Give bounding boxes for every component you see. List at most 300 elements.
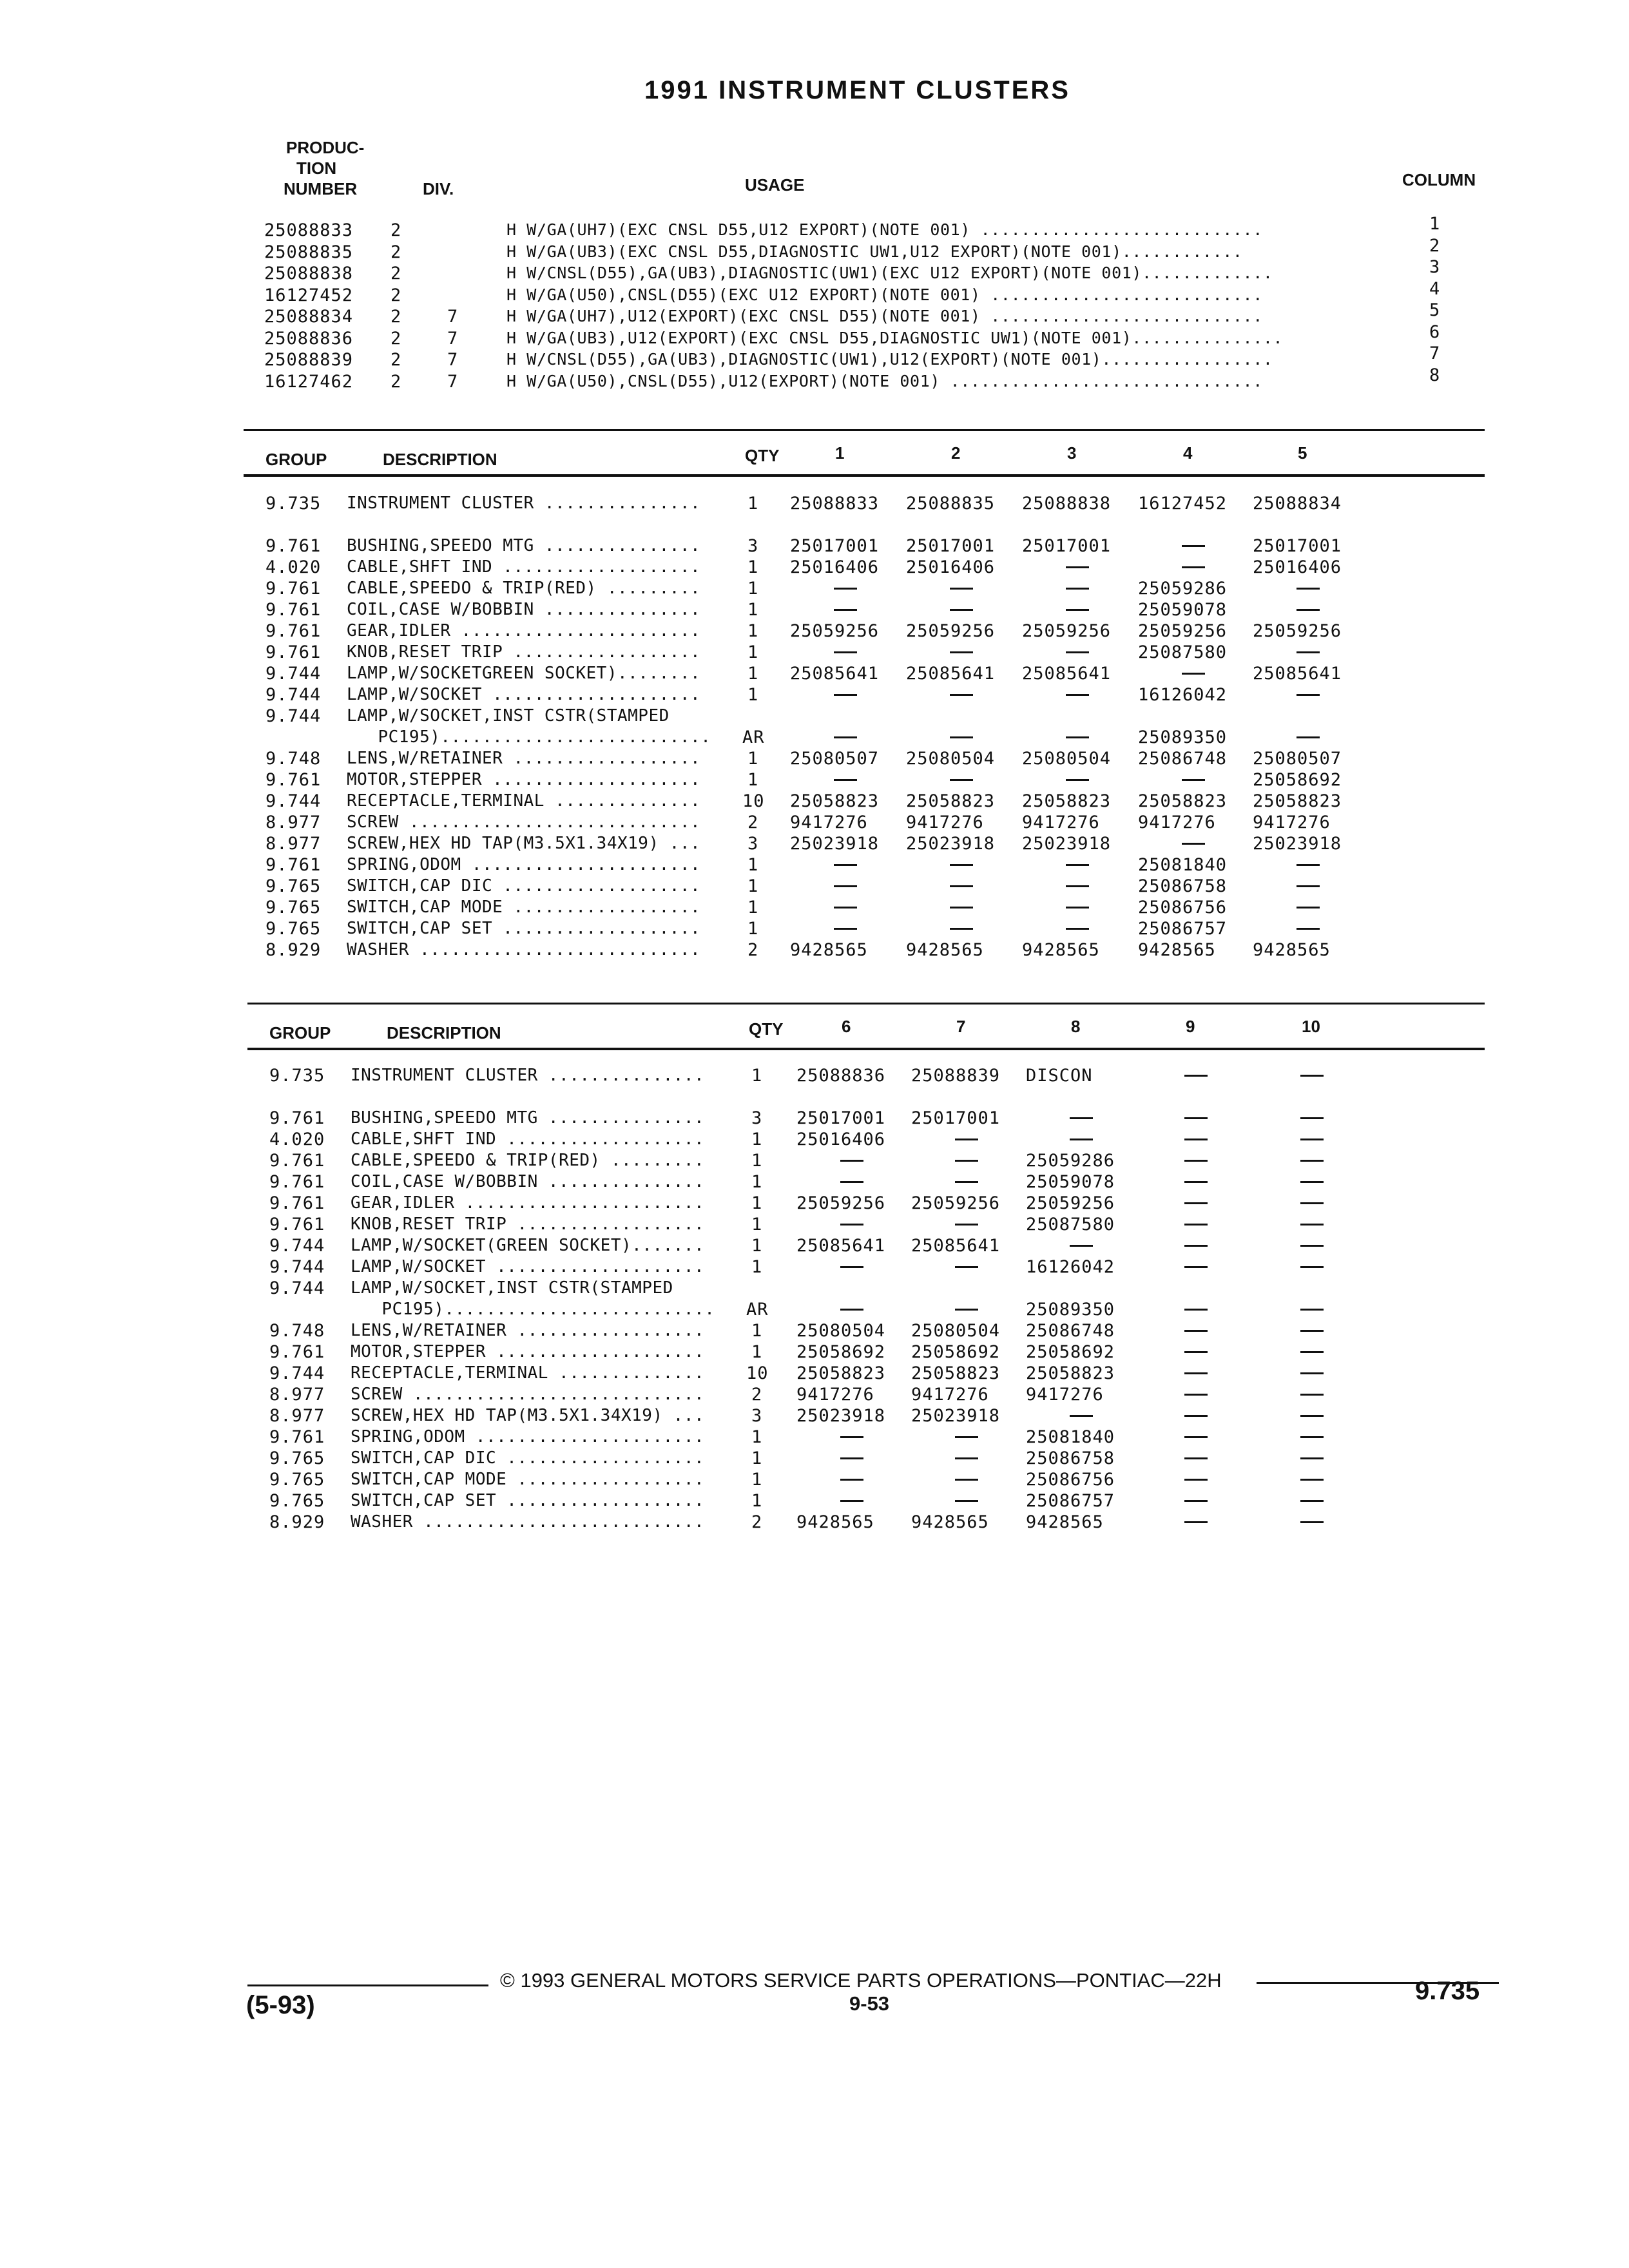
row-description: SCREW,HEX HD TAP(M3.5X1.34X19) ... [347, 834, 701, 853]
not-applicable-dash [1184, 1436, 1208, 1438]
not-applicable-dash [1184, 1351, 1208, 1353]
usage-row-usage: H W/GA(U50),CNSL(D55)(EXC U12 EXPORT)(NOTE 001) ........................... [506, 285, 1263, 304]
usage-row-div-1: 2 [390, 307, 402, 327]
not-applicable-dash [1184, 1394, 1208, 1396]
row-qty: AR [742, 727, 765, 747]
row-group: 9.761 [269, 1342, 325, 1362]
part-number-cell: 25017001 [790, 536, 880, 556]
part-number-cell: 9417276 [1253, 812, 1331, 832]
part-number-cell: 25059256 [906, 621, 996, 641]
not-applicable-dash [1184, 1117, 1208, 1119]
part-number-cell: 9428565 [1253, 940, 1331, 960]
not-applicable-dash [834, 588, 857, 590]
not-applicable-dash [950, 651, 973, 653]
not-applicable-dash [1066, 736, 1089, 738]
part-number-cell: 25023918 [1253, 834, 1342, 854]
not-applicable-dash [1184, 1309, 1208, 1311]
not-applicable-dash [950, 779, 973, 781]
not-applicable-dash [1184, 1457, 1208, 1459]
not-applicable-dash [834, 907, 857, 908]
part-number-cell: 25081840 [1138, 855, 1228, 875]
not-applicable-dash [834, 779, 857, 781]
row-group: 9.761 [265, 536, 322, 556]
part-number-cell: 25058823 [1026, 1363, 1115, 1383]
part-number-cell: 25080504 [911, 1321, 1001, 1341]
row-group: 9.744 [265, 791, 322, 811]
column-number-header: 4 [1183, 443, 1193, 463]
row-description: CABLE,SPEEDO & TRIP(RED) ......... [351, 1151, 705, 1170]
part-number-cell: 25058823 [911, 1363, 1001, 1383]
not-applicable-dash [950, 609, 973, 611]
usage-row-usage: H W/CNSL(D55),GA(UB3),DIAGNOSTIC(UW1),U12(EXPORT)(NOTE 001)................. [506, 350, 1273, 369]
not-applicable-dash [1184, 1521, 1208, 1523]
row-description: SWITCH,CAP DIC ................... [347, 876, 701, 896]
not-applicable-dash [1300, 1224, 1324, 1225]
not-applicable-dash [1300, 1309, 1324, 1311]
part-number-cell: 25085641 [1253, 664, 1342, 684]
part-number-cell: 25058823 [1253, 791, 1342, 811]
row-qty: 1 [751, 1470, 763, 1490]
column-number-header: 5 [1298, 443, 1307, 463]
not-applicable-dash [1300, 1117, 1324, 1119]
not-applicable-dash [834, 928, 857, 930]
part-number-cell: 25059256 [1026, 1193, 1115, 1213]
usage-row-number: 25088835 [264, 242, 354, 262]
column-number-header: 7 [956, 1017, 966, 1036]
part-number-cell: 25016406 [906, 557, 996, 577]
row-group: 9.761 [265, 579, 322, 599]
row-qty: 1 [751, 1321, 763, 1341]
row-qty: 1 [747, 876, 759, 896]
usage-row-column: 1 [1429, 214, 1441, 234]
row-description: SCREW ............................ [351, 1385, 705, 1404]
not-applicable-dash [1070, 1415, 1093, 1417]
part-number-cell: 25085641 [906, 664, 996, 684]
usage-row-number: 25088834 [264, 307, 354, 327]
part-number-cell: 25085641 [911, 1236, 1001, 1256]
part-number-cell: 25086757 [1026, 1491, 1115, 1511]
not-applicable-dash [834, 736, 857, 738]
qty-header: QTY [745, 446, 780, 465]
row-group: 4.020 [265, 557, 322, 577]
part-number-cell: 25086756 [1138, 898, 1228, 918]
row-qty: 1 [747, 855, 759, 875]
part-number-cell: 25016406 [790, 557, 880, 577]
part-number-cell: 25088834 [1253, 494, 1342, 514]
not-applicable-dash [955, 1181, 978, 1183]
not-applicable-dash [1182, 843, 1205, 845]
production-number-header-line3: NUMBER [284, 179, 358, 198]
not-applicable-dash [1184, 1181, 1208, 1183]
usage-row-usage: H W/GA(UH7),U12(EXPORT)(EXC CNSL D55)(NOTE 001) ........................... [506, 307, 1263, 325]
row-group: 9.761 [269, 1108, 325, 1128]
part-number-cell: 25059286 [1026, 1151, 1115, 1171]
not-applicable-dash [1066, 779, 1089, 781]
not-applicable-dash [1300, 1372, 1324, 1374]
row-qty: 1 [747, 621, 759, 641]
not-applicable-dash [950, 907, 973, 908]
row-group: 9.761 [265, 770, 322, 790]
usage-row-div-2: 7 [447, 307, 459, 327]
not-applicable-dash [1300, 1415, 1324, 1417]
row-group: 9.761 [265, 642, 322, 662]
usage-row-usage: H W/CNSL(D55),GA(UB3),DIAGNOSTIC(UW1)(EXC U12 EXPORT)(NOTE 001)............. [506, 264, 1273, 282]
not-applicable-dash [1296, 928, 1320, 930]
not-applicable-dash [1184, 1415, 1208, 1417]
part-number-cell: 9417276 [1138, 812, 1216, 832]
row-qty: 2 [751, 1512, 763, 1532]
part-number-cell: 25086748 [1026, 1321, 1115, 1341]
usage-row-div-2: 7 [447, 350, 459, 370]
not-applicable-dash [834, 609, 857, 611]
not-applicable-dash [1066, 907, 1089, 908]
part-number-cell: 9428565 [1022, 940, 1100, 960]
row-qty: 1 [751, 1491, 763, 1511]
row-description: SWITCH,CAP SET ................... [351, 1491, 705, 1510]
footer-copyright: © 1993 GENERAL MOTORS SERVICE PARTS OPERATIONS—PONTIAC—22H [500, 1969, 1222, 1992]
not-applicable-dash [1300, 1266, 1324, 1268]
not-applicable-dash [840, 1309, 863, 1311]
row-qty: 1 [747, 600, 759, 620]
row-qty: 1 [747, 770, 759, 790]
not-applicable-dash [840, 1160, 863, 1162]
row-qty: 1 [751, 1129, 763, 1149]
row-group: 9.735 [265, 494, 322, 514]
part-number-cell: 9417276 [796, 1385, 874, 1405]
not-applicable-dash [950, 694, 973, 696]
column-number-header: 3 [1067, 443, 1077, 463]
usage-row-div-1: 2 [390, 285, 402, 305]
row-qty: 1 [747, 579, 759, 599]
row-qty: 3 [751, 1108, 763, 1128]
part-number-cell: 9417276 [911, 1385, 989, 1405]
footer-rule-left [247, 1984, 488, 1986]
not-applicable-dash [1184, 1500, 1208, 1502]
not-applicable-dash [1066, 588, 1089, 590]
part-number-cell: 25088838 [1022, 494, 1112, 514]
usage-row-div-1: 2 [390, 264, 402, 284]
not-applicable-dash [1182, 673, 1205, 675]
part-number-cell: 25086756 [1026, 1470, 1115, 1490]
row-description: SCREW ............................ [347, 812, 701, 832]
row-description: INSTRUMENT CLUSTER ............... [351, 1066, 705, 1085]
part-number-cell: DISCON [1026, 1066, 1093, 1086]
row-qty: 2 [747, 940, 759, 960]
usage-row-div-2: 7 [447, 371, 459, 392]
not-applicable-dash [955, 1224, 978, 1225]
not-applicable-dash [840, 1266, 863, 1268]
usage-row-usage: H W/GA(UB3)(EXC CNSL D55,DIAGNOSTIC UW1,U12 EXPORT)(NOTE 001)............ [506, 242, 1243, 261]
div-header: DIV. [423, 179, 454, 198]
part-number-cell: 25058692 [1026, 1342, 1115, 1362]
row-qty: 10 [742, 791, 765, 811]
row-qty: 1 [751, 1172, 763, 1192]
usage-row-column: 6 [1429, 322, 1441, 342]
row-group: 9.744 [269, 1278, 325, 1298]
row-description: PC195).......................... [351, 1300, 715, 1319]
row-qty: 3 [751, 1406, 763, 1426]
part-number-cell: 25080507 [1253, 749, 1342, 769]
usage-row-column: 8 [1429, 365, 1441, 385]
row-group: 9.744 [269, 1257, 325, 1277]
part-number-cell: 16126042 [1026, 1257, 1115, 1277]
part-number-cell: 25088836 [796, 1066, 886, 1086]
row-description: PC195).......................... [347, 727, 711, 747]
part-number-cell: 9417276 [1026, 1385, 1104, 1405]
row-qty: 2 [747, 812, 759, 832]
not-applicable-dash [1184, 1330, 1208, 1332]
not-applicable-dash [834, 651, 857, 653]
description-header: DESCRIPTION [383, 450, 497, 469]
row-description: INSTRUMENT CLUSTER ............... [347, 494, 701, 513]
part-number-cell: 25086748 [1138, 749, 1228, 769]
usage-row-div-1: 2 [390, 371, 402, 392]
production-number-header-line2: TION [296, 159, 337, 178]
usage-row-div-2: 7 [447, 328, 459, 349]
not-applicable-dash [840, 1457, 863, 1459]
not-applicable-dash [1070, 1117, 1093, 1119]
part-number-cell: 25059256 [790, 621, 880, 641]
row-qty: 2 [751, 1385, 763, 1405]
usage-row-column: 3 [1429, 257, 1441, 277]
part-number-cell: 25058692 [911, 1342, 1001, 1362]
row-description: GEAR,IDLER ....................... [347, 621, 701, 640]
row-description: SWITCH,CAP SET ................... [347, 919, 701, 938]
row-description: WASHER ........................... [351, 1512, 705, 1532]
row-group: 9.744 [269, 1236, 325, 1256]
part-number-cell: 25017001 [1253, 536, 1342, 556]
not-applicable-dash [1300, 1394, 1324, 1396]
not-applicable-dash [1184, 1224, 1208, 1225]
row-description: LAMP,W/SOCKET .................... [347, 685, 701, 704]
not-applicable-dash [1300, 1075, 1324, 1077]
row-description: SPRING,ODOM ...................... [351, 1427, 705, 1446]
row-description: GEAR,IDLER ....................... [351, 1193, 705, 1213]
usage-row-number: 16127452 [264, 285, 354, 305]
not-applicable-dash [1182, 566, 1205, 568]
not-applicable-dash [1296, 588, 1320, 590]
not-applicable-dash [1296, 651, 1320, 653]
part-number-cell: 16126042 [1138, 685, 1228, 705]
row-qty: 1 [747, 685, 759, 705]
qty-header: QTY [749, 1019, 784, 1039]
not-applicable-dash [840, 1479, 863, 1481]
usage-row-column: 2 [1429, 235, 1441, 256]
not-applicable-dash [1066, 694, 1089, 696]
part-number-cell: 25080504 [906, 749, 996, 769]
not-applicable-dash [1300, 1139, 1324, 1140]
page-title: 1991 INSTRUMENT CLUSTERS [644, 76, 1070, 104]
not-applicable-dash [1066, 566, 1089, 568]
not-applicable-dash [1300, 1479, 1324, 1481]
part-number-cell: 25089350 [1026, 1300, 1115, 1320]
row-description: SPRING,ODOM ...................... [347, 855, 701, 874]
row-qty: AR [746, 1300, 769, 1320]
footer-page-number: 9-53 [849, 1992, 890, 2015]
part-number-cell: 9428565 [1026, 1512, 1104, 1532]
not-applicable-dash [950, 928, 973, 930]
row-qty: 1 [747, 664, 759, 684]
part-number-cell: 25086757 [1138, 919, 1228, 939]
not-applicable-dash [1296, 864, 1320, 866]
row-description: BUSHING,SPEEDO MTG ............... [347, 536, 701, 555]
not-applicable-dash [1300, 1181, 1324, 1183]
row-qty: 1 [751, 1236, 763, 1256]
part-number-cell: 25058823 [796, 1363, 886, 1383]
row-qty: 1 [751, 1193, 763, 1213]
row-description: KNOB,RESET TRIP .................. [351, 1215, 705, 1234]
row-group: 4.020 [269, 1129, 325, 1149]
row-description: CABLE,SPEEDO & TRIP(RED) ......... [347, 579, 701, 598]
not-applicable-dash [1184, 1075, 1208, 1077]
row-description: SWITCH,CAP MODE .................. [347, 898, 701, 917]
part-number-cell: 25058823 [790, 791, 880, 811]
usage-row-usage: H W/GA(UB3),U12(EXPORT)(EXC CNSL D55,DIAGNOSTIC UW1)(NOTE 001)............... [506, 328, 1284, 347]
not-applicable-dash [955, 1266, 978, 1268]
usage-header: USAGE [745, 175, 805, 195]
not-applicable-dash [1184, 1266, 1208, 1268]
part-number-cell: 25086758 [1138, 876, 1228, 896]
part-number-cell: 25023918 [911, 1406, 1001, 1426]
row-group: 9.761 [265, 621, 322, 641]
not-applicable-dash [834, 864, 857, 866]
not-applicable-dash [834, 885, 857, 887]
not-applicable-dash [1300, 1351, 1324, 1353]
row-description: RECEPTACLE,TERMINAL .............. [351, 1363, 705, 1383]
row-qty: 1 [751, 1151, 763, 1171]
part-number-cell: 25023918 [906, 834, 996, 854]
row-group: 8.929 [265, 940, 322, 960]
not-applicable-dash [1066, 651, 1089, 653]
not-applicable-dash [950, 588, 973, 590]
not-applicable-dash [1300, 1160, 1324, 1162]
part-number-cell: 25059256 [1253, 621, 1342, 641]
part-number-cell: 25086758 [1026, 1448, 1115, 1468]
row-group: 9.744 [269, 1363, 325, 1383]
row-description: COIL,CASE W/BOBBIN ............... [351, 1172, 705, 1191]
part-number-cell: 25058823 [1138, 791, 1228, 811]
row-group: 8.977 [269, 1385, 325, 1405]
row-qty: 1 [747, 898, 759, 918]
not-applicable-dash [840, 1224, 863, 1225]
part-number-cell: 25059256 [911, 1193, 1001, 1213]
row-qty: 1 [751, 1342, 763, 1362]
not-applicable-dash [1184, 1202, 1208, 1204]
part-number-cell: 25085641 [790, 664, 880, 684]
column-number-header: 9 [1186, 1017, 1195, 1036]
part-number-cell: 9417276 [790, 812, 868, 832]
not-applicable-dash [955, 1500, 978, 1502]
not-applicable-dash [1296, 609, 1320, 611]
row-description: CABLE,SHFT IND ................... [347, 557, 701, 577]
not-applicable-dash [1066, 609, 1089, 611]
column-header: COLUMN [1402, 170, 1476, 189]
not-applicable-dash [1066, 864, 1089, 866]
not-applicable-dash [955, 1139, 978, 1140]
not-applicable-dash [1300, 1500, 1324, 1502]
not-applicable-dash [1184, 1160, 1208, 1162]
part-number-cell: 25058692 [796, 1342, 886, 1362]
usage-row-number: 25088836 [264, 328, 354, 349]
row-group: 8.977 [269, 1406, 325, 1426]
usage-row-usage: H W/GA(UH7)(EXC CNSL D55,U12 EXPORT)(NOTE 001) ............................ [506, 220, 1263, 239]
not-applicable-dash [840, 1436, 863, 1438]
row-description: SCREW,HEX HD TAP(M3.5X1.34X19) ... [351, 1406, 705, 1425]
part-number-cell: 25017001 [906, 536, 996, 556]
part-number-cell: 25023918 [790, 834, 880, 854]
not-applicable-dash [955, 1160, 978, 1162]
row-qty: 1 [747, 557, 759, 577]
part-number-cell: 9417276 [1022, 812, 1100, 832]
part-number-cell: 25059256 [796, 1193, 886, 1213]
not-applicable-dash [950, 736, 973, 738]
row-description: LENS,W/RETAINER .................. [347, 749, 701, 768]
row-group: 9.744 [265, 664, 322, 684]
row-group: 9.761 [269, 1215, 325, 1235]
not-applicable-dash [1300, 1330, 1324, 1332]
usage-row-usage: H W/GA(U50),CNSL(D55),U12(EXPORT)(NOTE 001) ............................... [506, 371, 1263, 390]
row-group: 8.977 [265, 812, 322, 832]
row-description: WASHER ........................... [347, 940, 701, 959]
part-number-cell: 25023918 [796, 1406, 886, 1426]
row-description: SWITCH,CAP DIC ................... [351, 1448, 705, 1468]
row-group: 8.977 [265, 834, 322, 854]
usage-row-column: 5 [1429, 300, 1441, 320]
row-group: 9.761 [265, 600, 322, 620]
row-group: 9.761 [269, 1427, 325, 1447]
usage-row-column: 4 [1429, 278, 1441, 299]
row-group: 9.761 [269, 1193, 325, 1213]
not-applicable-dash [1300, 1245, 1324, 1247]
part-number-cell: 25088839 [911, 1066, 1001, 1086]
not-applicable-dash [955, 1479, 978, 1481]
part-number-cell: 16127452 [1138, 494, 1228, 514]
part-number-cell: 25058823 [906, 791, 996, 811]
column-number-header: 1 [835, 443, 845, 463]
description-header: DESCRIPTION [387, 1023, 501, 1043]
row-qty: 1 [747, 494, 759, 514]
part-number-cell: 9417276 [906, 812, 984, 832]
part-number-cell: 9428565 [906, 940, 984, 960]
row-description: MOTOR,STEPPER .................... [347, 770, 701, 789]
row-qty: 1 [747, 749, 759, 769]
row-group: 9.765 [269, 1470, 325, 1490]
part-number-cell: 9428565 [1138, 940, 1216, 960]
part-number-cell: 25088833 [790, 494, 880, 514]
part-number-cell: 25085641 [1022, 664, 1112, 684]
not-applicable-dash [1300, 1521, 1324, 1523]
group-header: GROUP [269, 1023, 331, 1043]
row-qty: 3 [747, 536, 759, 556]
group-header: GROUP [265, 450, 327, 469]
not-applicable-dash [1184, 1479, 1208, 1481]
row-group: 9.761 [269, 1151, 325, 1171]
not-applicable-dash [1070, 1139, 1093, 1140]
row-description: RECEPTACLE,TERMINAL .............. [347, 791, 701, 811]
usage-row-div-1: 2 [390, 328, 402, 349]
part-number-cell: 25080507 [790, 749, 880, 769]
row-description: COIL,CASE W/BOBBIN ............... [347, 600, 701, 619]
part-number-cell: 25059286 [1138, 579, 1228, 599]
row-description: LAMP,W/SOCKET .................... [351, 1257, 705, 1276]
row-qty: 1 [751, 1427, 763, 1447]
row-qty: 1 [751, 1066, 763, 1086]
part-number-cell: 25017001 [911, 1108, 1001, 1128]
not-applicable-dash [1184, 1139, 1208, 1140]
row-description: KNOB,RESET TRIP .................. [347, 642, 701, 662]
part-number-cell: 25059256 [1138, 621, 1228, 641]
part-number-cell: 25087580 [1026, 1215, 1115, 1235]
